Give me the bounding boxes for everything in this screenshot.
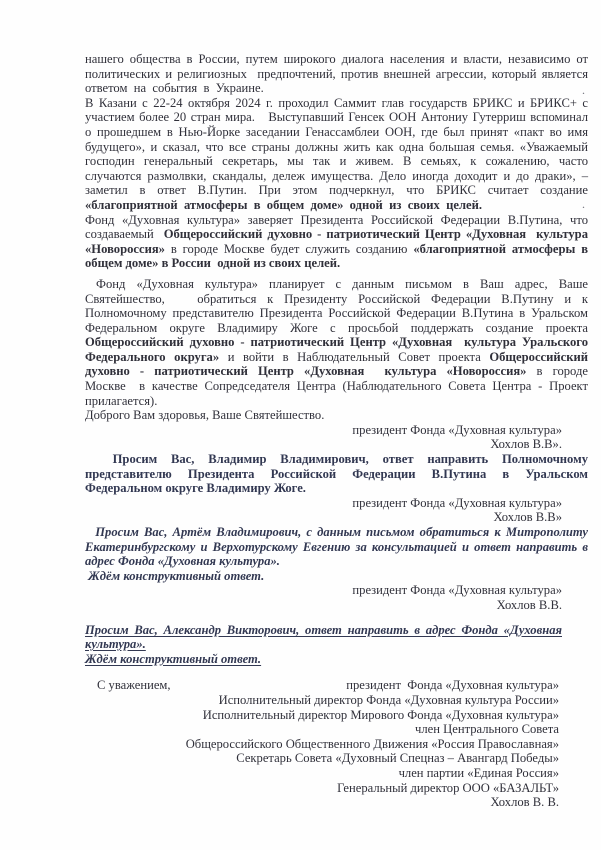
- text-line: [85, 140, 588, 155]
- text-run: Доброго Вам здоровья, Ваше Святейшество.: [85, 408, 325, 423]
- text-line: [85, 125, 588, 140]
- document-body: [85, 52, 588, 810]
- request-artem-paragraph: [85, 525, 588, 583]
- text-line: [85, 678, 559, 693]
- stray-mark: .: [582, 83, 585, 97]
- text-line: [85, 510, 562, 525]
- text-line: [85, 183, 588, 198]
- text-run: господин генеральный секретарь, мы так и живем. В семьях, к сожалению, часто: [85, 154, 588, 169]
- text-run: Федеральном округе Владимиру Жоге.: [85, 481, 306, 496]
- request-alexander-paragraph: [85, 623, 588, 667]
- signature-president-3: [85, 583, 588, 612]
- text-line: [85, 693, 559, 708]
- signature-president-1: [85, 423, 588, 452]
- text-line: [85, 623, 562, 638]
- text-run: Хохлов В.В»: [493, 510, 562, 525]
- text-line: [85, 67, 588, 82]
- intro-continuation-paragraph: [85, 52, 588, 96]
- text-run: в городе: [526, 364, 588, 379]
- text-run: прилагается).: [85, 393, 158, 408]
- text-run: ответом на события в Украине.: [85, 81, 264, 96]
- text-run: Просим Вас, Владимир Владимирович, ответ направить Полномочному: [85, 452, 588, 467]
- text-run: Фонд «Духовная культура» планирует с данным письмом в Ваш адрес, Ваше: [85, 276, 588, 291]
- text-run: президент Фонда «Духовная культура»: [346, 678, 559, 693]
- text-line: [85, 242, 588, 257]
- text-run: случаются размолвки, скандалы, дележ имущества. Дело иногда доходит и до драки», –: [85, 168, 588, 183]
- text-run: Общероссийского Общественного Движения «Россия Православная»: [185, 736, 559, 751]
- stray-mark: .: [582, 197, 585, 211]
- text-line: [85, 583, 562, 598]
- text-run: Хохлов В. В.: [490, 795, 559, 810]
- text-run: Общероссийский духовно - патриотический Центр «Духовная культура: [163, 227, 588, 242]
- text-line: [85, 496, 562, 511]
- text-run: президент Фонда «Духовная культура»: [352, 583, 562, 598]
- text-run: Генеральный директор ООО «БАЗАЛЬТ»: [337, 780, 559, 795]
- text-line: [85, 540, 588, 555]
- text-line: [85, 321, 588, 336]
- text-run: член партии «Единая Россия»: [398, 765, 559, 780]
- text-run: Полномочному представителю Президента Российской Федерации В.Путина в Уральском: [85, 306, 588, 321]
- text-run: нашего общества в России, путем широкого диалога населения и власти, независимо от: [85, 52, 588, 66]
- text-line: [85, 652, 562, 667]
- fond-plans-paragraph: [85, 277, 588, 408]
- text-line: [85, 379, 588, 394]
- text-line: [85, 423, 562, 438]
- text-run: Просим Вас, Артём Владимирович, с данным письмом обратиться к Митрополиту: [85, 525, 588, 539]
- text-line: [85, 110, 588, 125]
- text-run: представителю Президента Российской Федерации В.Путина в Уральском: [85, 466, 588, 481]
- text-line: [85, 637, 562, 652]
- text-line: [85, 481, 588, 496]
- text-line: [85, 364, 588, 379]
- text-line: [85, 335, 588, 350]
- text-run: президент Фонда «Духовная культура»: [352, 495, 562, 510]
- closing-salutation: С уважением,: [97, 678, 171, 693]
- text-run: Хохлов В.В».: [490, 437, 562, 452]
- text-line: [85, 81, 588, 96]
- health-wish-line: [85, 408, 588, 423]
- text-run: Фонд «Духовная культура» заверяет Президента Российской Федерации В.Путина, что: [85, 212, 588, 227]
- text-line: [85, 169, 588, 184]
- briks-summit-paragraph: [85, 96, 588, 213]
- text-line: [85, 350, 588, 365]
- text-run: президент Фонда «Духовная культура»: [352, 422, 562, 437]
- text-line: [85, 708, 559, 723]
- text-line: [85, 525, 588, 540]
- text-line: [85, 394, 588, 409]
- text-line: [85, 598, 562, 613]
- request-vladimir-paragraph: [85, 452, 588, 496]
- text-line: [85, 292, 588, 307]
- text-line: [85, 96, 588, 111]
- text-run: Екатеринбургскому и Верхотурскому Евгению за консультацией и ответ направить в: [85, 539, 588, 554]
- text-run: «благоприятной атмосферы в: [413, 241, 588, 256]
- fond-assurance-paragraph: [85, 213, 588, 271]
- text-line: [85, 569, 588, 584]
- text-line: [85, 781, 559, 796]
- text-line: [85, 213, 588, 228]
- text-line: [85, 154, 588, 169]
- text-line: [85, 554, 588, 569]
- text-line: [85, 227, 588, 242]
- text-line: [85, 737, 559, 752]
- text-run: Исполнительный директор Мирового Фонда «Духовная культура»: [202, 707, 559, 722]
- text-run: «благоприятной атмосферы в общем доме» одной из своих целей.: [85, 197, 483, 212]
- text-run: создаваемый: [85, 227, 164, 242]
- text-run: Ждём конструктивный ответ.: [85, 568, 265, 583]
- text-run: Федеральном округе Владимиру Жоге с просьбой поддержать создание проекта: [85, 320, 588, 335]
- text-line: [85, 795, 559, 810]
- text-run: культура».: [85, 637, 146, 652]
- text-run: в городе Москве будет служить созданию: [164, 241, 414, 256]
- text-run: Хохлов В.В.: [496, 597, 562, 612]
- text-line: [85, 467, 588, 482]
- text-run: Исполнительный директор Фонда «Духовная культура России»: [218, 692, 559, 707]
- text-run: участием более 20 стран мира. Выступавший Генсек ООН Антониу Гутерриш вспоминал: [85, 110, 588, 125]
- text-run: духовно - патриотический Центр «Духовная культура «Новороссия»: [85, 364, 527, 379]
- text-run: Просим Вас, Александр Викторович, ответ направить в адрес Фонда «Духовная: [85, 622, 562, 637]
- text-run: Москве в качестве Сопредседателя Центра (Наблюдательного Совета Центра - Проект: [85, 379, 588, 394]
- text-run: и войти в Наблюдательный Совет проекта: [219, 349, 490, 364]
- signature-block: [85, 678, 588, 809]
- text-run: политических и религиозных предпочтений, против внешней агрессии, который является: [85, 66, 588, 81]
- text-line: [85, 52, 588, 67]
- text-line: [85, 766, 559, 781]
- text-run: заметил в ответ В.Путин. При этом подчеркнул, что БРИКС считает создание: [85, 183, 588, 198]
- text-run: о прошедшем в Нью-Йорке заседании Генассамблеи ООН, где был принят «пакт во имя: [85, 124, 588, 139]
- text-line: [85, 452, 588, 467]
- text-run: Святейшество, обратиться к Президенту Российской Федерации В.Путину и к: [85, 291, 588, 306]
- text-run: Федерального округа»: [85, 349, 220, 364]
- text-line: [85, 306, 588, 321]
- signature-president-2: [85, 496, 588, 525]
- text-line: [85, 722, 559, 737]
- text-run: будущего», и сказал, что все страны должны жить как одна большая семья. «Уважаемый: [85, 139, 588, 154]
- text-line: [85, 751, 559, 766]
- text-line: [85, 198, 588, 213]
- text-run: В Казани с 22-24 октября 2024 г. проходил Саммит глав государств БРИКС и БРИКС+ с: [85, 95, 588, 110]
- text-line: [85, 408, 588, 423]
- text-run: Общероссийский духовно - патриотический Центр «Духовная культура Уральского: [85, 335, 588, 350]
- text-run: член Центрального Совета: [415, 722, 559, 737]
- text-run: Секретарь Совета «Духовный Спецназ – Авангард Победы»: [236, 751, 559, 766]
- text-run: адрес Фонда «Духовная культура».: [85, 554, 280, 569]
- text-line: [85, 437, 562, 452]
- text-run: общем доме» в России одной из своих целей.: [85, 256, 341, 271]
- text-line: [85, 256, 588, 271]
- text-line: [85, 277, 588, 292]
- text-run: «Новороссия»: [85, 241, 165, 256]
- text-run: Общероссийский: [489, 349, 588, 364]
- text-run: Ждём конструктивный ответ.: [85, 651, 262, 666]
